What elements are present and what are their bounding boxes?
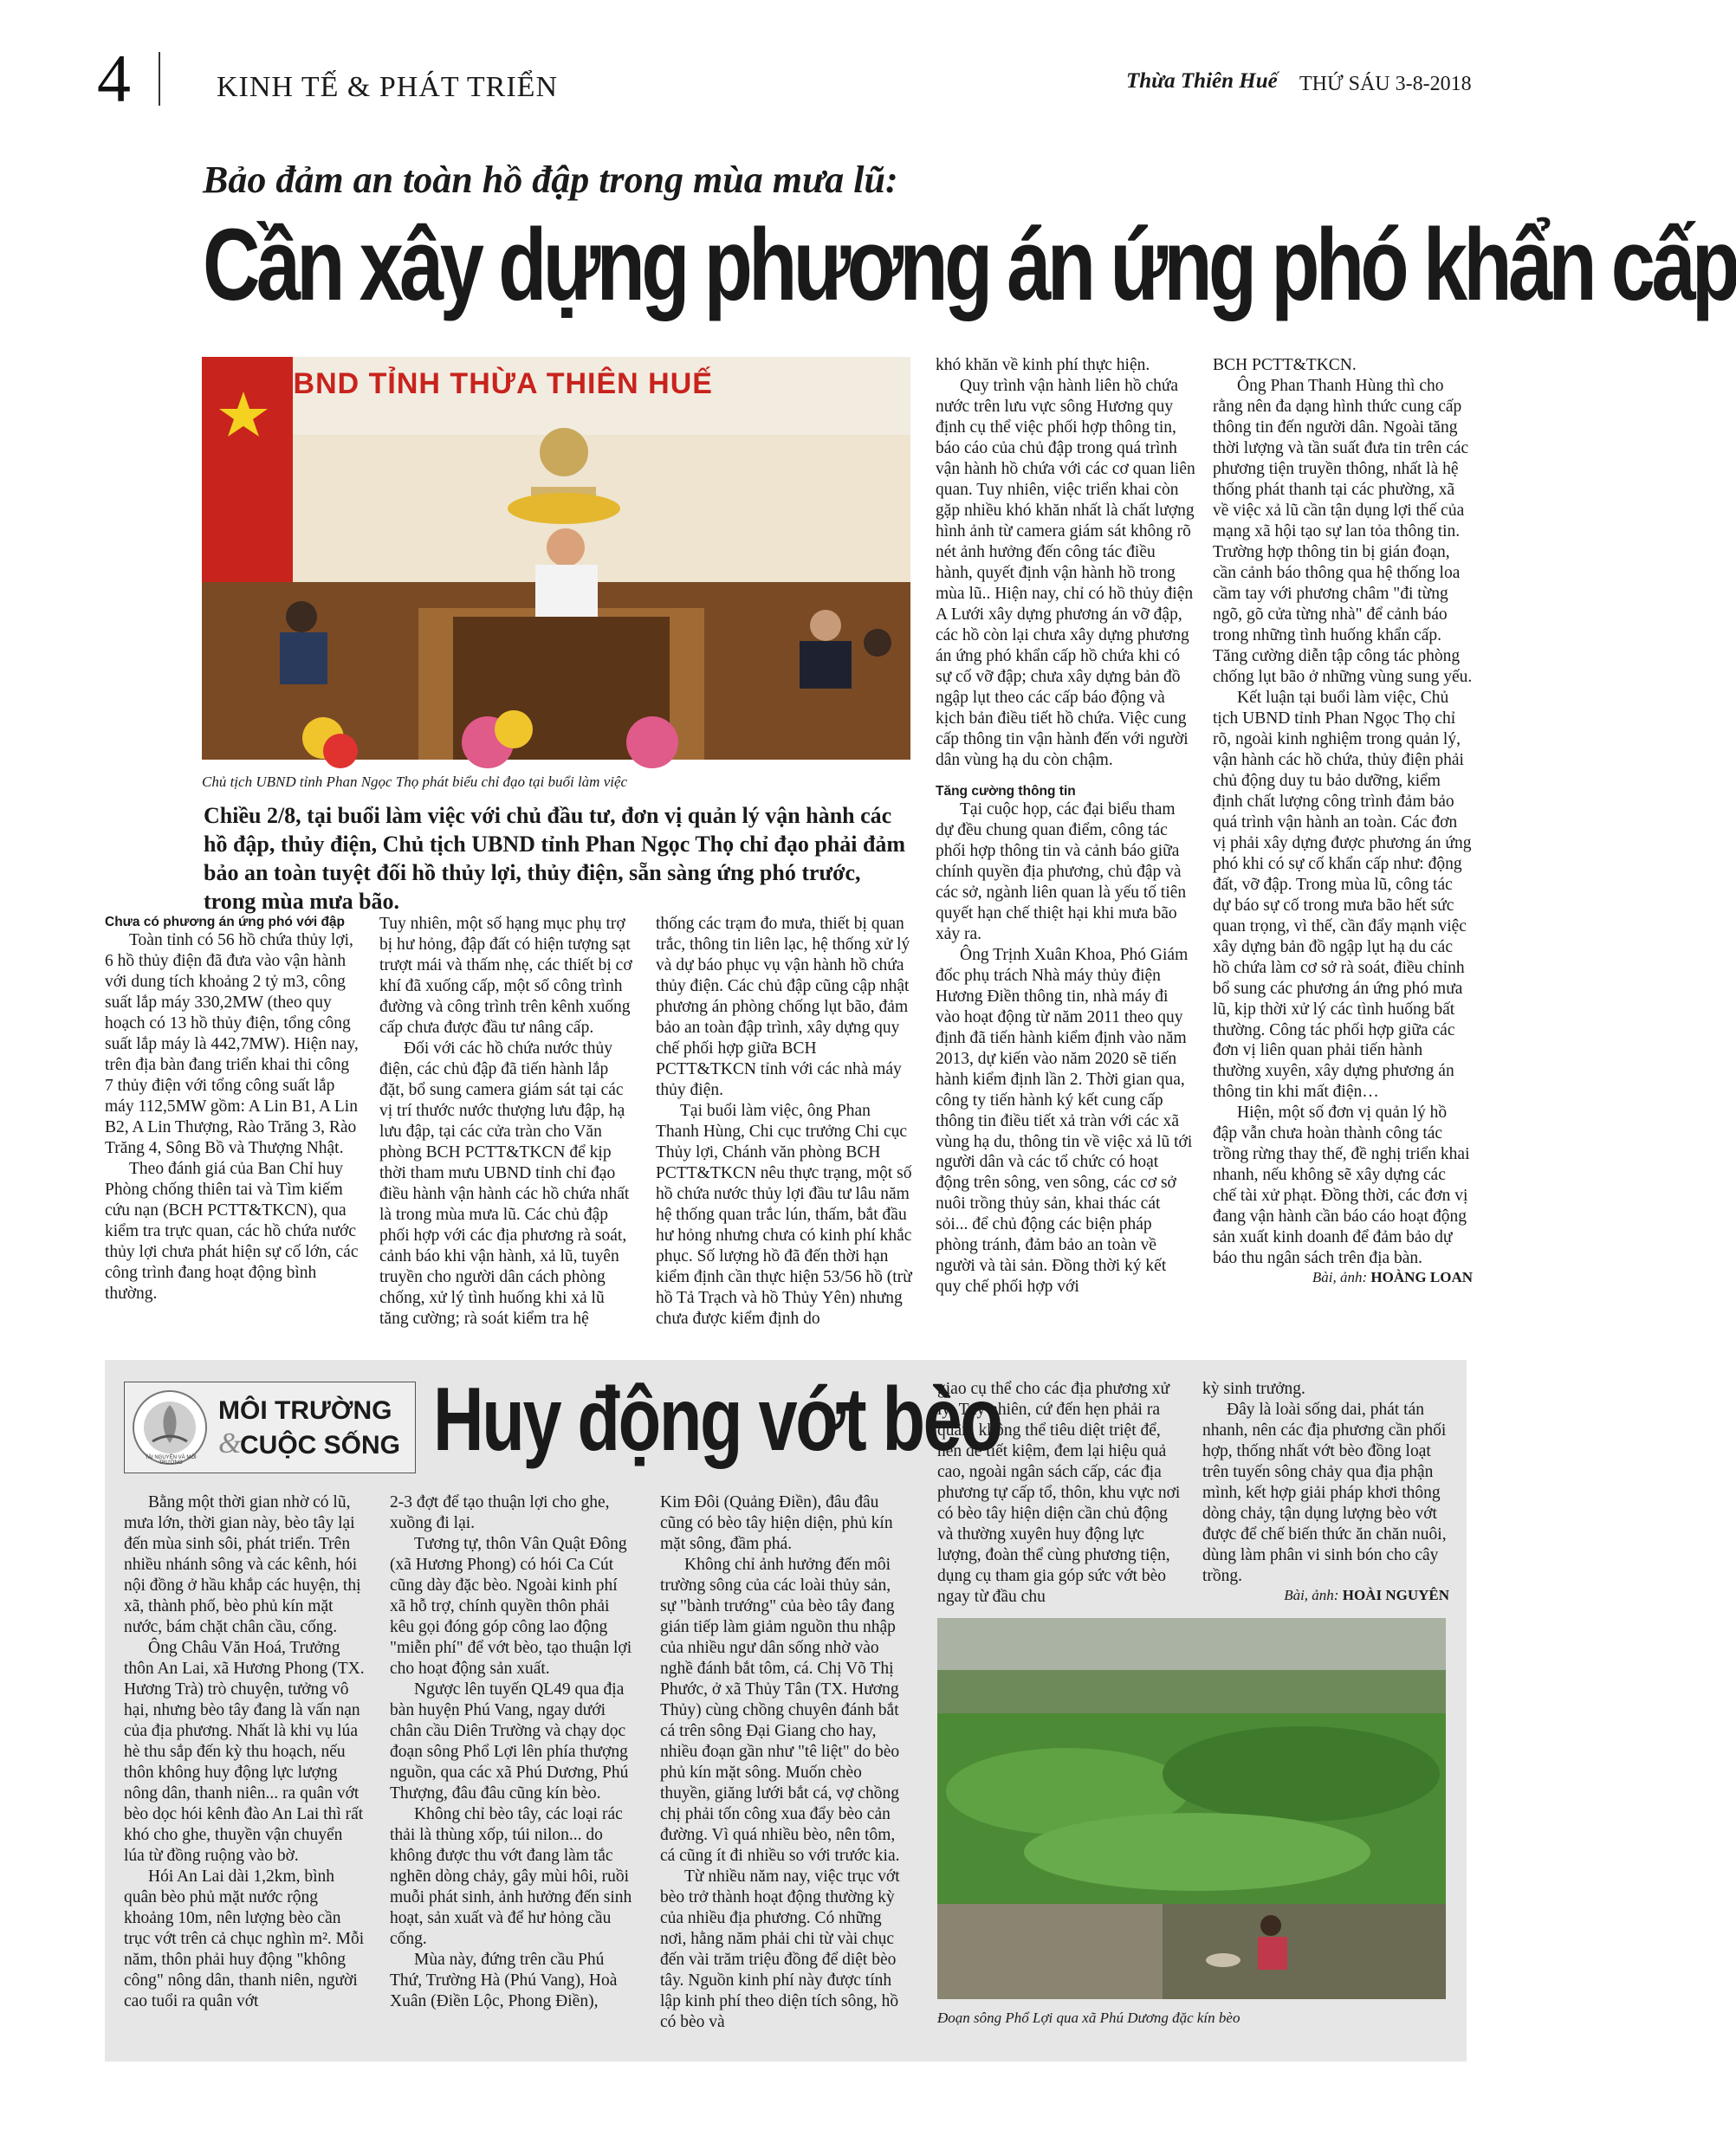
meeting-photo-illustration (202, 357, 910, 760)
logo-ampersand: & (218, 1427, 242, 1460)
paragraph: Quy trình vận hành liên hồ chứa nước trên lưu vực sông Hương quy định cụ thể việc phối hợp thông tin, báo cáo của chủ đập trong quá trình vận hành hồ chứa với các cơ quan liên quan. Tuy nhiên, việc triển khai còn gặp nhiều khó khăn nhất là chất lượng hình ảnh từ camera giám sát không rõ nét ảnh hưởng đến công tác điều hành, quyết định vận hành hồ trong mùa lũ.. Hiện nay, chỉ có hồ thủy điện A Lưới xây dựng phương án vỡ đập, các hồ còn lại chưa xây dựng phương án ứng phó khẩn cấp hồ chứa khi có sự cố vỡ đập; chưa xây dựng bản đồ ngập lụt theo các cấp báo động và kịch bản điều tiết hồ chứa. Việc cung cấp thông tin vận hành đến với người dân vùng hạ du còn chậm. (936, 376, 1195, 769)
paragraph: 2-3 đợt để tạo thuận lợi cho ghe, xuồng đi lại. (390, 1493, 610, 1532)
paragraph: Không chỉ ảnh hưởng đến môi trường sông của các loài thủy sản, sự "bành trướng" của bèo tây đang gián tiếp làm giảm nguồn thu nhập của nhiều ngư dân sống nhờ vào nghề đánh bắt tôm, cá. Chị Võ Thị Phước, ở xã Thủy Tân (TX. Hương Thủy) cùng chồng chuyên đánh bắt cá trên sông Đại Giang cho hay, nhiều đoạn gần như "tê liệt" do bèo phủ kín mặt sông. Muốn chèo thuyền, giăng lưới bắt cá, vợ chồng chị phải tốn công xua đẩy bèo cản đường. Vì quá nhiều bèo, nên tôm, cá cũng ít đi nhiều so với trước kia. (660, 1555, 900, 1865)
article1-headline: Cần xây dựng phương án ứng phó khẩn cấp (203, 208, 1736, 322)
logo-emblem-text: TÀI NGUYÊN VÀ MÔI TRƯỜNG (145, 1455, 197, 1466)
article1-byline (1213, 1269, 1473, 1287)
meeting-photo-caption: Chủ tịch UBND tỉnh Phan Ngọc Thọ phát biểu chỉ đạo tại buổi làm việc (202, 774, 628, 790)
page-number: 4 (97, 41, 131, 116)
section-title: KINH TẾ & PHÁT TRIỂN (217, 71, 558, 103)
article2-byline (1202, 1587, 1449, 1605)
article1-kicker: Bảo đảm an toàn hồ đập trong mùa mưa lũ: (203, 159, 898, 201)
photo-sign-text: UBND TỈNH THỪA THIÊN HUẾ (271, 367, 713, 400)
environment-emblem-icon (132, 1389, 208, 1466)
paragraph: Bằng một thời gian nhờ có lũ, mưa lớn, thời gian này, bèo tây lại đến mùa sinh sôi, phát triển. Trên nhiều nhánh sông và các kênh, hói nội đồng ở hầu khắp các huyện, thị xã, thành phố, bèo phủ kín mặt nước, bám chặt chân cầu, cống. (124, 1493, 361, 1636)
paragraph: Ông Châu Văn Hoá, Trưởng thôn An Lai, xã Hương Phong (TX. Hương Trà) trò chuyện, tưởng vô hại, nhưng bèo tây đang là vấn nạn của địa phương. Nhất là khi vụ lúa hè thu sắp đến kỳ thu hoạch, nếu thôn không huy động lực lượng nông dân, thanh niên... ra quân vớt bèo dọc hói kênh đào An Lai thì rất khó cho ghe, thuyền vận chuyển lúa từ đồng ruộng vào bờ. (124, 1638, 365, 1865)
newspaper-name: Thừa Thiên Huế (1126, 69, 1278, 93)
paragraph: Không chỉ bèo tây, các loại rác thải là thùng xốp, túi nilon... do không được thu vớt đang làm tắc nghẽn dòng chảy, gây mùi hôi, ruồi muỗi phát sinh, ảnh hưởng đến sinh hoạt, sản xuất và để hư hỏng cầu cống. (390, 1804, 632, 1948)
paragraph: Kim Đôi (Quảng Điền), đâu đâu cũng có bèo tây hiện diện, phủ kín mặt sông, đầm phá. (660, 1493, 893, 1553)
paragraph: Tại buổi làm việc, ông Phan Thanh Hùng, Chi cục trưởng Chi cục Thủy lợi, Chánh văn phòng BCH PCTT&TKCN nêu thực trạng, một số hồ chứa nước thủy lợi đầu tư lâu năm hệ thống quan trắc lún, thấm, bắt đầu hư hỏng nhưng chưa có kinh phí khắc phục. Số lượng hồ đã đến thời hạn kiểm định cần thực hiện 53/56 hồ (trừ hồ Tả Trạch và hồ Thủy Yên) nhưng chưa được kiểm định do (656, 1101, 912, 1328)
paragraph: giao cụ thể cho các địa phương xử lý. Tuy nhiên, cứ đến hẹn phải ra quân, không thể tiêu diệt triệt để, nên để tiết kiệm, đem lại hiệu quả cao, ngoài ngân sách cấp, các địa phương tự cấp tổ, thôn, khu vực nơi có bèo tây hiện diện cần chủ động và thường xuyên huy động lực lượng, đoàn thể cùng phương tiện, dụng cụ tham gia góp sức vớt bèo ngay từ đầu chu (937, 1380, 1181, 1606)
article2-column-1 (124, 1492, 366, 2012)
article1-column-3 (656, 914, 914, 1330)
article1-subhead-1: Chưa có phương án ứng phó với đập (105, 915, 346, 929)
article1-subhead-2: Tăng cường thông tin (936, 783, 1076, 799)
article1-lead: Chiều 2/8, tại buổi làm việc với chủ đầu tư, đơn vị quản lý vận hành các hồ đập, thủy điện, Chủ tịch UBND tỉnh Phan Ngọc Thọ chỉ đạo phải đảm bảo an toàn tuyệt đối hồ thủy lợi, thủy điện, sẵn sàng ứng phó trước, trong mùa mưa bão. (204, 803, 906, 915)
article2-column-3 (660, 1492, 907, 2033)
paragraph: thống các trạm đo mưa, thiết bị quan trắc, thông tin liên lạc, hệ thống xử lý và dự báo phục vụ vận hành hồ chứa thủy điện. Các chủ đập cũng cập nhật phương án phòng chống lụt bão, đảm bảo an toàn đập trình, xây dựng quy chế phối hợp giữa BCH PCTT&TKCN tỉnh với các nhà máy thủy điện. (656, 915, 910, 1099)
river-photo-caption: Đoạn sông Phổ Lợi qua xã Phú Dương đặc kín bèo (937, 2010, 1240, 2026)
article2-column-5 (1202, 1379, 1449, 1605)
meeting-photo (202, 357, 910, 760)
paragraph: Đối với các hồ chứa nước thủy điện, các chủ đập đã tiến hành lắp đặt, bổ sung camera giám sát tại các vị trí thước nước thượng lưu đập, hạ lưu đập, tại các cửa tràn cho Văn phòng BCH PCTT&TKCN để kịp thời tham mưu UBND tỉnh chỉ đạo điều hành vận hành các hồ chứa nhất là trong mùa mưa lũ. Các chủ đập phối hợp với các địa phương rà soát, cảnh báo khi vận hành, xả lũ, tuyên truyền cho người dân cách phòng chống, xử lý tình huống khi xả lũ tăng cường; rà soát kiểm tra hệ (379, 1039, 630, 1328)
byline-label: Bài, ảnh: (1284, 1586, 1339, 1603)
paragraph: Mùa này, đứng trên cầu Phú Thứ, Trường Hà (Phú Vang), Hoà Xuân (Điền Lộc, Phong Điền), (390, 1950, 618, 2010)
logo-line-1: MÔI TRƯỜNG (218, 1396, 392, 1425)
environment-section-logo (124, 1382, 416, 1473)
paragraph: Tuy nhiên, một số hạng mục phụ trợ bị hư hỏng, đập đất có hiện tượng sạt trượt mái và thấm nhẹ, các thiết bị cơ khí đã xuống cấp, một số công trình đường và công trình trên kênh xuống cấp chưa được đầu tư nâng cấp. (379, 915, 632, 1037)
paragraph: Theo đánh giá của Ban Chỉ huy Phòng chống thiên tai và Tìm kiếm cứu nạn (BCH PCTT&TKCN), qua kiểm tra trực quan, các hồ chứa nước thủy lợi chưa phát hiện sự cố lớn, các công trình đang hoạt động bình thường. (105, 1159, 359, 1303)
article1-column-4 (936, 355, 1195, 1298)
paragraph: Kết luận tại buổi làm việc, Chủ tịch UBND tỉnh Phan Ngọc Thọ chỉ rõ, ngoài kinh nghiệm trong quản lý, vận hành các hồ chứa, thủy điện phải chủ động duy tu bảo dưỡng, kiểm định chất lượng công trình đảm bảo quá trình vận hành an toàn. Các đơn vị phải xây dựng được phương án ứng phó khi có sự cố khẩn cấp như: động đất, vỡ đập. Trong mùa lũ, công tác dự báo sự cố trong mưa bão hết sức quan trọng, vì thế, cần đẩy mạnh việc xây dựng bản đồ ngập lụt hạ du các hồ chứa làm cơ sở rà soát, điều chỉnh bổ sung các phương án ứng phó mưa lũ, kịp thời xử lý các tình huống bất thường. Công tác phối hợp giữa các đơn vị liên quan phải tiến hành thường xuyên, xây dựng phương án thông tin khi mất điện… (1213, 688, 1472, 1102)
article1-column-5 (1213, 355, 1473, 1287)
logo-line-2: CUỘC SỐNG (240, 1431, 401, 1460)
article1-column-2 (379, 914, 635, 1330)
paragraph: Hói An Lai dài 1,2km, bình quân bèo phủ mặt nước rộng khoảng 10m, nên lượng bèo cần trục vớt trên cả chục nghìn m². Mỗi năm, thôn phải huy động "không công" nông dân, thanh niên, người cao tuổi ra quân vớt (124, 1867, 365, 2010)
article2-column-2 (390, 1492, 632, 2012)
paragraph: BCH PCTT&TKCN. (1213, 356, 1357, 374)
paragraph: kỳ sinh trưởng. (1202, 1380, 1305, 1398)
paragraph: Toàn tỉnh có 56 hồ chứa thủy lợi, 6 hồ thủy điện đã đưa vào vận hành với dung tích khoảng 2 tỷ m3, công suất lắp máy 330,2MW (theo quy hoạch có 13 hồ thủy điện, tổng công suất lắp máy là 442,7MW). Hiện nay, trên địa bàn đang triển khai thi công 7 thủy điện với tổng công suất lắp máy 112,5MW gồm: A Lin B1, A Lin B2, A Lin Thượng, Rào Trăng 3, Rào Trăng 4, Sông Bồ và Thượng Nhật. (105, 931, 359, 1157)
article2-column-4 (937, 1379, 1184, 1608)
paragraph: Tại cuộc họp, các đại biểu tham dự đều chung quan điểm, công tác phối hợp thông tin và cảnh báo giữa chính quyền địa phương, chủ đập và các sở, ngành liên quan là yếu tố tiên quyết hạn chế thiệt hại khi mưa bão xảy ra. (936, 799, 1187, 943)
byline-label: Bài, ảnh: (1312, 1269, 1368, 1286)
river-photo-illustration (937, 1618, 1446, 1999)
article1-column-1 (105, 914, 360, 1304)
paragraph: Đây là loài sống dai, phát tán nhanh, nên các địa phương cần phối hợp, thống nhất vớt bèo đồng loạt trên tuyến sông chảy qua địa phận mình, kết hợp giải pháp khơi thông dòng chảy, tận dụng lượng bèo vớt được để chế biến thức ăn chăn nuôi, dùng làm phân vi sinh bón cho cây trồng. (1202, 1400, 1447, 1585)
byline-author: HOÀI NGUYÊN (1342, 1586, 1449, 1603)
river-photo (937, 1618, 1446, 1999)
paragraph: Ngược lên tuyến QL49 qua địa bàn huyện Phú Vang, ngay dưới chân cầu Diên Trường và chạy dọc đoạn sông Phổ Lợi lên phía thượng nguồn, qua các xã Phú Dương, Phú Thượng, đâu đâu cũng kín bèo. (390, 1680, 629, 1803)
issue-date: THỨ SÁU 3-8-2018 (1299, 73, 1472, 95)
paragraph: Ông Phan Thanh Hùng thì cho rằng nên đa dạng hình thức cung cấp thông tin đến người dân. Ngoài tăng thời lượng và tần suất đưa tin trên các phương tiện truyền thông, nhất là hệ thống phát thanh tại các phường, xã về việc xả lũ cần tận dụng lợi thế của mạng xã hội tạo sự lan tỏa thông tin. Trường hợp thông tin bị gián đoạn, cần cảnh báo thông qua hệ thống loa cầm tay với phương châm "đi từng ngõ, gõ cửa từng nhà" để cảnh báo trong những tình huống khẩn cấp. Tăng cường diễn tập công tác phòng chống lụt bão ở những vùng sung yếu. (1213, 376, 1473, 686)
paragraph: khó khăn về kinh phí thực hiện. (936, 356, 1150, 374)
byline-author: HOÀNG LOAN (1370, 1269, 1473, 1286)
paragraph: Hiện, một số đơn vị quản lý hồ đập vẫn chưa hoàn thành công tác trồng rừng thay thế, đề nghị triển khai nhanh, nếu không sẽ xây dựng các chế tài xử phạt. Đồng thời, các đơn vị đang vận hành cần báo cáo hoạt động sản xuất kinh doanh để đảm bảo dự báo thu ngân sách trên địa bàn. (1213, 1104, 1470, 1268)
header-divider (159, 52, 160, 106)
paragraph: Ông Trịnh Xuân Khoa, Phó Giám đốc phụ trách Nhà máy thủy điện Hương Điền thông tin, nhà máy đi vào hoạt động từ năm 2011 theo quy định đã tiến hành kiểm định vào năm 2013, dự kiến vào năm 2020 sẽ tiến hành kiểm định lần 2. Thời gian qua, công ty tiến hành ký kết cung cấp thông tin điều tiết xả tràn với các xã vùng hạ du, thông tin về việc xả lũ tới người dân và các tổ chức có hoạt động trên sông, ven sông, các cơ sở nuôi trồng thủy sản, khai thác cát sỏi... để chủ động các biện pháp phòng tránh, đảm bảo an toàn về người và tài sản. Đồng thời ký kết quy chế phối hợp với (936, 945, 1193, 1297)
article2-headline: Huy động vớt bèo (433, 1369, 1001, 1470)
paragraph: Từ nhiều năm nay, việc trục vớt bèo trở thành hoạt động thường kỳ của nhiều địa phương. Có những nơi, hằng năm phải chi từ vài chục đến vài trăm triệu đồng để diệt bèo tây. Nguồn kinh phí này được tính lập kinh phí theo diện tích sông, hồ có bèo và (660, 1867, 900, 2031)
paragraph: Tương tự, thôn Vân Quật Đông (xã Hương Phong) có hói Ca Cút cũng dày đặc bèo. Ngoài kinh phí xã hỗ trợ, chính quyền thôn phải kêu gọi đóng góp công lao động "miễn phí" để vớt bèo, tạo thuận lợi cho hoạt động sản xuất. (390, 1534, 632, 1678)
